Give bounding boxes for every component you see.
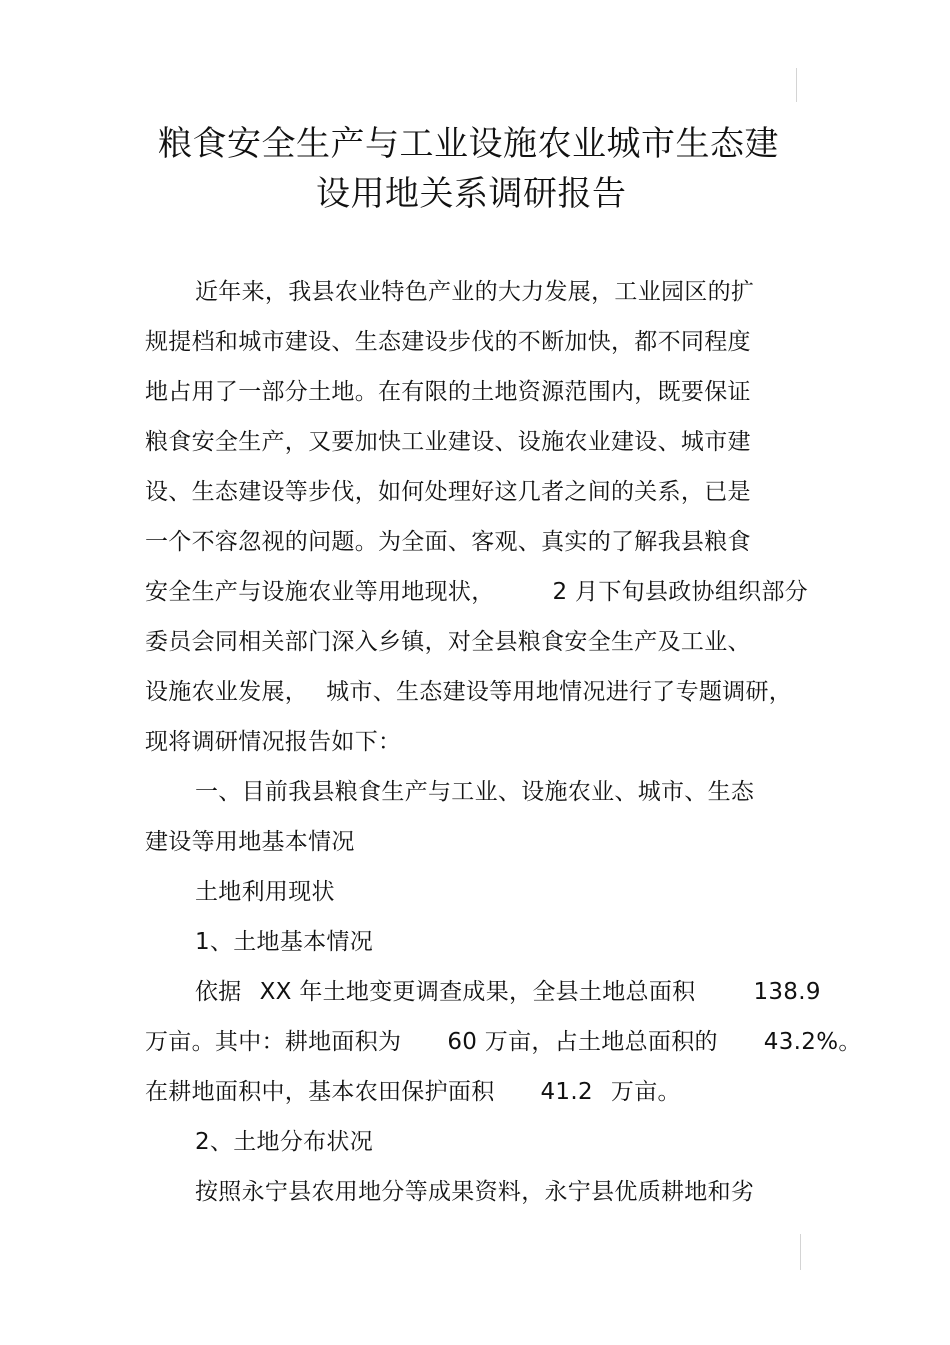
paragraph-line xyxy=(145,577,808,607)
paragraph-line: 一个不容忽视的问题。为全面、客观、真实的了解我县粮食 xyxy=(145,529,751,555)
report-title-line-2: 设用地关系调研报告 xyxy=(316,174,627,214)
text-segment: 43.2%。 xyxy=(763,1029,862,1055)
paragraph-line: 现将调研情况报告如下： xyxy=(145,729,402,755)
paragraph-line: 设、生态建设等步伐，如何处理好这几者之间的关系，已是 xyxy=(145,479,751,505)
text-segment: 设施农业发展， xyxy=(145,679,309,705)
text-segment: 城市、生态建设等用地情况进行了专题调研， xyxy=(326,679,793,705)
paragraph-line: 按照永宁县农用地分等成果资料，永宁县优质耕地和劣 xyxy=(195,1179,755,1205)
subsection-heading: 1、土地基本情况 xyxy=(195,929,374,955)
paragraph-line: 规提档和城市建设、生态建设步伐的不断加快，都不同程度 xyxy=(145,329,751,355)
text-segment: 安全生产与设施农业等用地现状， xyxy=(145,579,495,605)
text-segment: XX 年土地变更调查成果，全县土地总面积 xyxy=(259,979,696,1005)
paragraph-line: 近年来，我县农业特色产业的大力发展，工业园区的扩 xyxy=(195,279,755,305)
text-segment: 万亩。 xyxy=(610,1079,681,1105)
text-segment: 在耕地面积中，基本农田保护面积 xyxy=(145,1079,495,1105)
paragraph-line xyxy=(195,977,821,1007)
text-segment: 2 月下旬县政协组织部分 xyxy=(552,579,809,605)
paragraph-line xyxy=(145,1077,681,1107)
section-heading: 一、目前我县粮食生产与工业、设施农业、城市、生态 xyxy=(195,779,755,805)
subsection-heading: 2、土地分布状况 xyxy=(195,1129,374,1155)
section-heading-continued: 建设等用地基本情况 xyxy=(145,829,355,855)
text-segment: 138.9 xyxy=(753,979,821,1005)
text-segment: 60 万亩，占土地总面积的 xyxy=(447,1029,718,1055)
paragraph-line xyxy=(145,1027,862,1057)
page-edge-mark-top xyxy=(796,68,797,102)
text-segment: 万亩。其中：耕地面积为 xyxy=(145,1029,402,1055)
paragraph-line: 地占用了一部分土地。在有限的土地资源范围内，既要保证 xyxy=(145,379,751,405)
text-segment: 41.2 xyxy=(540,1079,593,1105)
report-title-line-1: 粮食安全生产与工业设施农业城市生态建 xyxy=(158,124,779,164)
subsection-heading: 土地利用现状 xyxy=(195,879,335,905)
page-edge-mark-bottom xyxy=(800,1234,801,1270)
paragraph-line: 粮食安全生产，又要加快工业建设、设施农业建设、城市建 xyxy=(145,429,751,455)
paragraph-line xyxy=(145,677,792,707)
text-segment: 依据 xyxy=(195,979,242,1005)
paragraph-line: 委员会同相关部门深入乡镇，对全县粮食安全生产及工业、 xyxy=(145,629,751,655)
